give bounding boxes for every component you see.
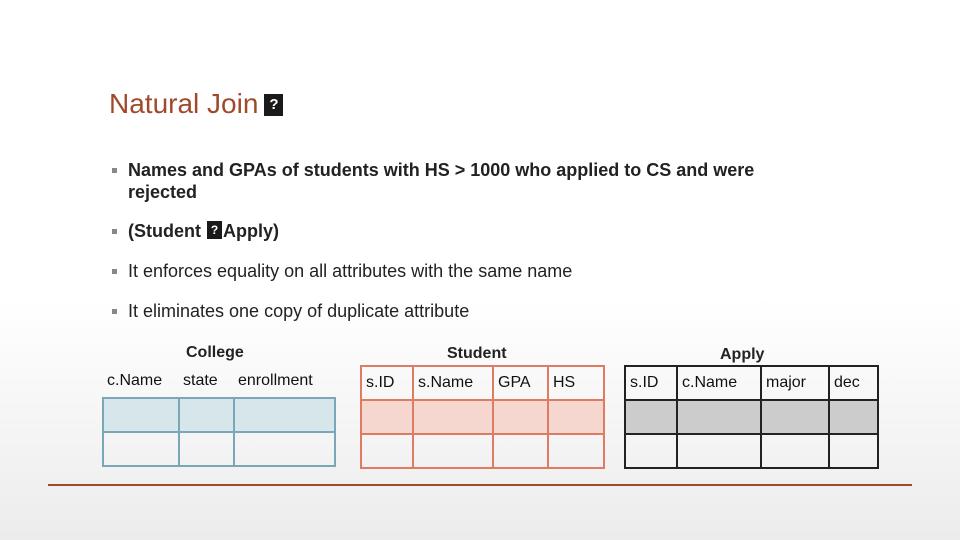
student-col-gpa: GPA — [493, 366, 548, 400]
divider-line — [48, 484, 912, 486]
bullet-1 — [112, 159, 788, 203]
table-cell — [361, 400, 413, 434]
college-col-enrollment: enrollment — [234, 365, 335, 398]
bullet-2-text — [112, 220, 279, 242]
bullet-marker-icon — [112, 168, 117, 173]
table-cell — [493, 400, 548, 434]
table-row — [103, 398, 335, 432]
bullet-marker-icon — [112, 269, 117, 274]
student-col-sid: s.ID — [361, 366, 413, 400]
slide-title-text: Natural Join — [109, 88, 259, 119]
bullet-3-text: It enforces equality on all attributes with the same name — [128, 261, 573, 281]
table-cell — [103, 432, 179, 466]
table-row — [361, 434, 604, 468]
apply-col-sid: s.ID — [625, 366, 677, 400]
table-cell — [413, 400, 493, 434]
table-cell — [677, 400, 761, 434]
table-cell — [829, 400, 878, 434]
college-table — [102, 365, 336, 467]
table-cell — [625, 434, 677, 468]
table-cell — [493, 434, 548, 468]
table-row — [103, 432, 335, 466]
college-col-cname: c.Name — [103, 365, 179, 398]
apply-col-dec: dec — [829, 366, 878, 400]
table-cell — [413, 434, 493, 468]
student-table — [360, 365, 605, 469]
table-cell — [234, 432, 335, 466]
table-cell — [548, 400, 604, 434]
bullet-4-text: It eliminates one copy of duplicate attribute — [128, 301, 470, 321]
table-cell — [761, 434, 829, 468]
apply-col-cname: c.Name — [677, 366, 761, 400]
table-cell — [179, 432, 234, 466]
bullet-3 — [112, 260, 572, 282]
bullet-2 — [112, 220, 279, 242]
college-col-state: state — [179, 365, 234, 398]
table-cell — [234, 398, 335, 432]
apply-table — [624, 365, 879, 469]
bullet-4 — [112, 300, 469, 322]
table-cell — [103, 398, 179, 432]
table-cell — [829, 434, 878, 468]
table-row — [625, 434, 878, 468]
natural-join-symbol-icon — [264, 94, 283, 116]
table-header-row — [103, 365, 335, 398]
table-cell — [677, 434, 761, 468]
table-row — [361, 400, 604, 434]
bullet-1-text: Names and GPAs of students with HS > 1000 who applied to CS and were rejected — [128, 160, 755, 202]
table-cell — [761, 400, 829, 434]
apply-col-major: major — [761, 366, 829, 400]
slide-title — [109, 88, 283, 120]
table-row — [625, 400, 878, 434]
table-cell — [625, 400, 677, 434]
natural-join-symbol-icon — [207, 221, 222, 239]
bullet-marker-icon — [112, 309, 117, 314]
table-header-row — [361, 366, 604, 400]
table-cell — [179, 398, 234, 432]
table-cell — [548, 434, 604, 468]
bullet-2-suffix: Apply) — [223, 221, 279, 241]
bullet-2-prefix: (Student — [128, 221, 206, 241]
table-cell — [361, 434, 413, 468]
bullet-marker-icon — [112, 229, 117, 234]
student-col-sname: s.Name — [413, 366, 493, 400]
student-col-hs: HS — [548, 366, 604, 400]
college-caption: College — [186, 344, 244, 361]
table-header-row — [625, 366, 878, 400]
apply-caption: Apply — [720, 346, 765, 363]
student-caption: Student — [447, 345, 507, 362]
